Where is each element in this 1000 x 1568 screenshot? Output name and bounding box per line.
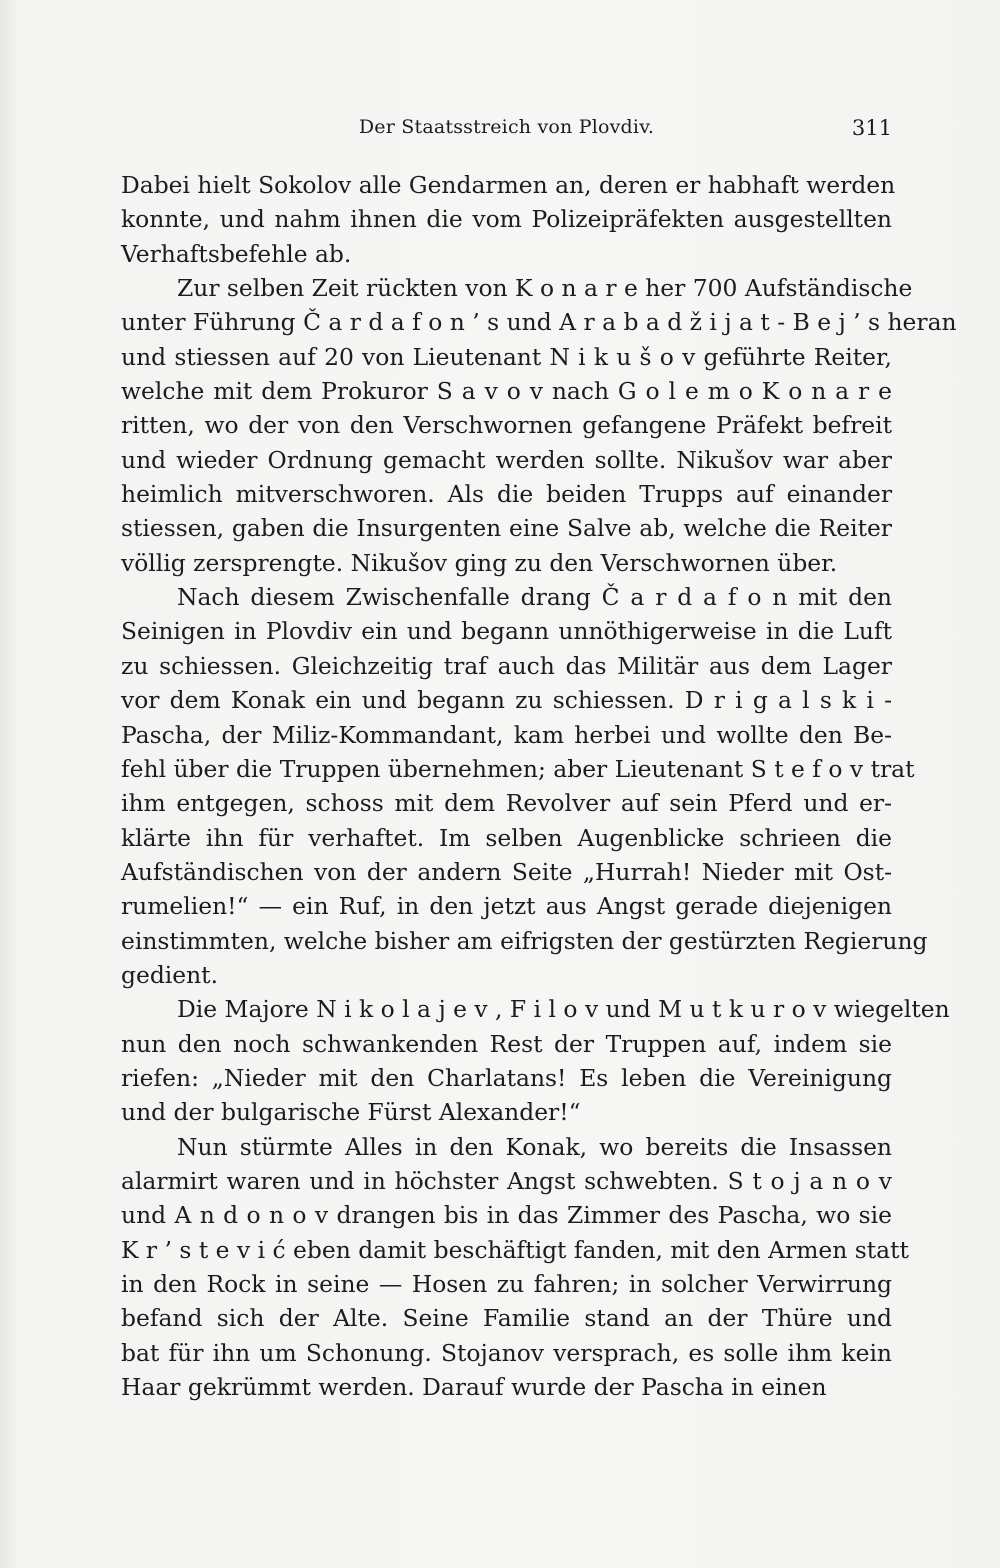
text-line: heimlich mitverschworen. Als die beiden Trupps auf einander bbox=[121, 480, 892, 509]
paragraph bbox=[121, 271, 957, 580]
paragraph bbox=[121, 580, 928, 992]
text-line: rumelien!“ — ein Ruf, in den jetzt aus Angst gerade diejenigen bbox=[121, 892, 892, 921]
paragraph bbox=[121, 992, 950, 1129]
text-line: alarmirt waren und in höchster Angst schwebten. S t o j a n o v bbox=[121, 1166, 892, 1195]
running-title: Der Staatsstreich von Plovdiv. bbox=[358, 116, 655, 138]
text-line: gedient. bbox=[121, 960, 219, 989]
text-line: bat für ihn um Schonung. Stojanov versprach, es solle ihm kein bbox=[121, 1338, 892, 1367]
body-text bbox=[121, 168, 957, 1404]
text-line: ihm entgegen, schoss mit dem Revolver auf sein Pferd und er- bbox=[121, 789, 892, 818]
text-line: riefen: „Nieder mit den Charlatans! Es leben die Vereinigung bbox=[121, 1063, 892, 1092]
text-line: Verhaftsbefehle ab. bbox=[121, 239, 352, 268]
text-line: und wieder Ordnung gemacht werden sollte. Nikušov war aber bbox=[121, 445, 892, 474]
text-line: befand sich der Alte. Seine Familie stand an der Thüre und bbox=[121, 1304, 892, 1333]
text-line: und der bulgarische Fürst Alexander!“ bbox=[121, 1098, 581, 1127]
text-line: welche mit dem Prokuror S a v o v nach G o l e m o K o n a r e bbox=[121, 377, 892, 406]
page-header bbox=[121, 116, 892, 146]
text-line: Die Majore N i k o l a j e v , F i l o v und M u t k u r o v wiegelten bbox=[177, 995, 950, 1024]
text-line: ritten, wo der von den Verschwornen gefangene Präfekt befreit bbox=[121, 411, 892, 440]
text-line: Nach diesem Zwischenfalle drang Č a r d a f o n mit den bbox=[177, 583, 892, 612]
text-line: nun den noch schwankenden Rest der Truppen auf, indem sie bbox=[121, 1029, 892, 1058]
text-line: Nun stürmte Alles in den Konak, wo bereits die Insassen bbox=[177, 1132, 892, 1161]
text-line: Haar gekrümmt werden. Darauf wurde der Pascha in einen bbox=[121, 1373, 827, 1402]
text-line: und stiessen auf 20 von Lieutenant N i k u š o v geführte Reiter, bbox=[121, 342, 892, 371]
text-line: unter Führung Č a r d a f o n ’ s und A r a b a d ž i j a t - B e j ’ s heran bbox=[121, 308, 957, 337]
paragraph bbox=[121, 1130, 909, 1405]
page-number: 311 bbox=[851, 116, 892, 140]
text-line: zu schiessen. Gleichzeitig traf auch das Militär aus dem Lager bbox=[121, 651, 892, 680]
text-line: einstimmten, welche bisher am eifrigsten der gestürzten Regierung bbox=[121, 926, 928, 955]
text-line: Aufständischen von der andern Seite „Hurrah! Nieder mit Ost- bbox=[121, 857, 892, 886]
text-line: konnte, und nahm ihnen die vom Polizeipräfekten ausgestellten bbox=[121, 205, 892, 234]
text-line: Seinigen in Plovdiv ein und begann unnöthigerweise in die Luft bbox=[121, 617, 892, 646]
text-line: vor dem Konak ein und begann zu schiessen. D r i g a l s k i - bbox=[121, 686, 892, 715]
text-line: Dabei hielt Sokolov alle Gendarmen an, deren er habhaft werden bbox=[121, 171, 896, 199]
text-line: stiessen, gaben die Insurgenten eine Salve ab, welche die Reiter bbox=[121, 514, 892, 543]
text-line: K r ’ s t e v i ć eben damit beschäftigt fanden, mit den Armen statt bbox=[121, 1235, 909, 1264]
text-line: klärte ihn für verhaftet. Im selben Augenblicke schrieen die bbox=[121, 823, 892, 852]
text-line: in den Rock in seine — Hosen zu fahren; in solcher Verwirrung bbox=[121, 1270, 892, 1298]
paragraph bbox=[121, 168, 896, 271]
text-line: Pascha, der Miliz-Kommandant, kam herbei und wollte den Be- bbox=[121, 720, 892, 749]
text-line: und A n d o n o v drangen bis in das Zimmer des Pascha, wo sie bbox=[121, 1201, 892, 1230]
text-line: fehl über die Truppen übernehmen; aber Lieutenant S t e f o v trat bbox=[121, 754, 915, 783]
text-line: völlig zersprengte. Nikušov ging zu den Verschwornen über. bbox=[121, 548, 838, 577]
text-line: Zur selben Zeit rückten von K o n a r e her 700 Aufständische bbox=[177, 274, 913, 303]
